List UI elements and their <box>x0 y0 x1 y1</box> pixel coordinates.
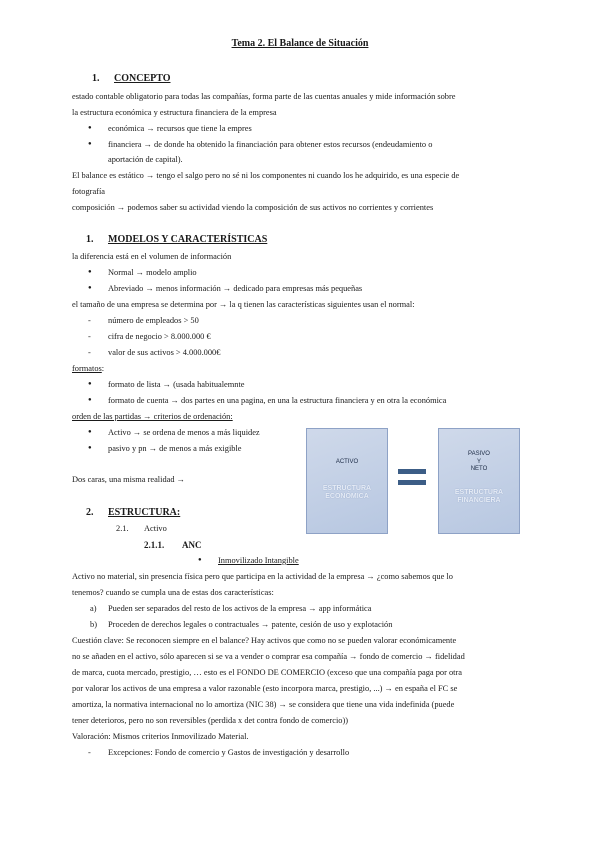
document-title: Tema 2. El Balance de Situación <box>231 38 369 49</box>
bullet-item: ● formato de lista → (usada habitualemnte <box>108 380 245 391</box>
activo-box <box>306 428 388 534</box>
bullet-item-continuation: aportación de capital). <box>108 155 183 164</box>
paragraph: Dos caras, una misma realidad → <box>72 475 186 484</box>
bullet-item: ● Activo → se ordena de menos a más liquidez <box>108 428 260 439</box>
section-title: MODELOS Y CARACTERÍSTICAS <box>108 234 268 245</box>
section-concepto-heading <box>92 73 171 86</box>
paragraph: tenemos? cuando se cumpla una de estas dos características: <box>72 588 274 597</box>
formatos-text: formatos <box>72 364 102 373</box>
section-number: 1. <box>86 234 94 245</box>
pasivo-sublabel: ESTRUCTURA FINANCIERA <box>454 489 504 504</box>
paragraph: Cuestión clave: Se reconocen siempre en el balance? Hay activos que como no se pueden valorar económicamente <box>72 636 457 645</box>
pasivo-label: PASIVO Y NETO <box>468 451 490 472</box>
bullet-item: ● pasivo y pn → de menos a más exigible <box>108 444 242 455</box>
inmovilizado-intangible-heading: ● Inmovilizado Intangible <box>218 556 299 567</box>
dash-item: - cifra de negocio > 8.000.000 € <box>108 332 211 343</box>
paragraph: el tamaño de una empresa se determina por → la q tienen las características siguientes usan el normal: <box>72 300 415 309</box>
paragraph: El balance es estático → tengo el salgo pero no sé ni los componentes ni cuando los he adquirido, es una especie de <box>72 171 460 180</box>
bullet-item: ● formato de cuenta → dos partes en una pagina, en una la estructura financiera y en otra la económica <box>108 396 446 407</box>
paragraph: la estructura económica y estructura financiera de la empresa <box>72 108 277 117</box>
dash-item: - valor de sus activos > 4.000.000€ <box>108 348 220 359</box>
section-title: CONCEPTO <box>114 73 171 84</box>
dash-item: - número de empleados > 50 <box>108 316 199 327</box>
subsection-number: 2.1. <box>116 524 129 533</box>
paragraph: amortiza, la normativa internacional no lo amortiza (NIC 38) → se considera que tiene una vida indefinida (puede <box>72 700 455 709</box>
subsection-title: ANC <box>182 540 202 550</box>
pasivo-box <box>438 428 520 534</box>
activo-sublabel: ESTRUCTURA ECONÓMICA <box>322 485 372 500</box>
paragraph: composición → podemos saber su actividad viendo la composición de sus activos no corrientes y corrientes <box>72 203 434 212</box>
orden-label: orden de las partidas → criterios de ordenación: <box>72 412 233 421</box>
subsection-activo <box>116 524 167 535</box>
subsection-number: 2.1.1. <box>144 540 165 550</box>
paragraph: no se añaden en el activo, sólo aparecen si se va a vender o comprar esa compañía → fondo de comercio → fidelidad <box>72 652 465 661</box>
paragraph: fotografía <box>72 187 106 196</box>
section-number: 1. <box>92 73 100 84</box>
formatos-label <box>72 364 104 375</box>
paragraph: tener deterioros, pero no son reversibles (perdida x det contra fondo de comercio)) <box>72 716 349 725</box>
formatos-colon: : <box>101 364 105 373</box>
item-text: Pueden ser separados del resto de los activos de la empresa → app informática <box>108 604 372 613</box>
section-title: ESTRUCTURA: <box>108 507 181 518</box>
activo-label: ACTIVO <box>335 459 359 465</box>
item-letter: a) <box>90 604 97 613</box>
paragraph: de marca, cuota mercado, prestigio, … esto es el FONDO DE COMERCIO (exceso que una compañía paga por otra <box>72 668 463 677</box>
section-modelos-heading <box>86 234 267 247</box>
equals-bar-top <box>398 469 426 474</box>
paragraph: por valorar los activos de una empresa a valor razonable (esto incorpora marca, prestigio, ...) → en españa el FC se <box>72 684 458 693</box>
section-estructura-heading <box>86 507 180 520</box>
subsection-anc <box>144 540 202 551</box>
bullet-item: ● económica → recursos que tiene la empres <box>108 124 252 135</box>
item-text: Proceden de derechos legales o contractuales → patente, cesión de uso y explotación <box>108 620 393 629</box>
section-number: 2. <box>86 507 94 518</box>
subsection-title: Activo <box>144 524 167 533</box>
paragraph: estado contable obligatorio para todas las compañías, forma parte de las cuentas anuales y mide información sobre <box>72 92 456 101</box>
paragraph: Valoración: Mismos criterios Inmovilizado Material. <box>72 732 249 741</box>
bullet-item: ● financiera → de donde ha obtenido la financiación para obtener estos recursos (endeudamiento o <box>108 140 432 151</box>
paragraph: Activo no material, sin presencia física pero que participa en la actividad de la empresa → ¿como sabemos que lo <box>72 572 453 581</box>
bullet-item: ● Normal → modelo amplio <box>108 268 197 279</box>
lettered-item <box>90 620 392 631</box>
lettered-item <box>90 604 372 615</box>
bullet-item: ● Abreviado → menos información → dedicado para empresas más pequeñas <box>108 284 362 295</box>
paragraph: la diferencia está en el volumen de información <box>72 252 232 261</box>
item-letter: b) <box>90 620 97 629</box>
equals-bar-bottom <box>398 480 426 485</box>
dash-item: - Excepciones: Fondo de comercio y Gastos de investigación y desarrollo <box>108 748 349 759</box>
